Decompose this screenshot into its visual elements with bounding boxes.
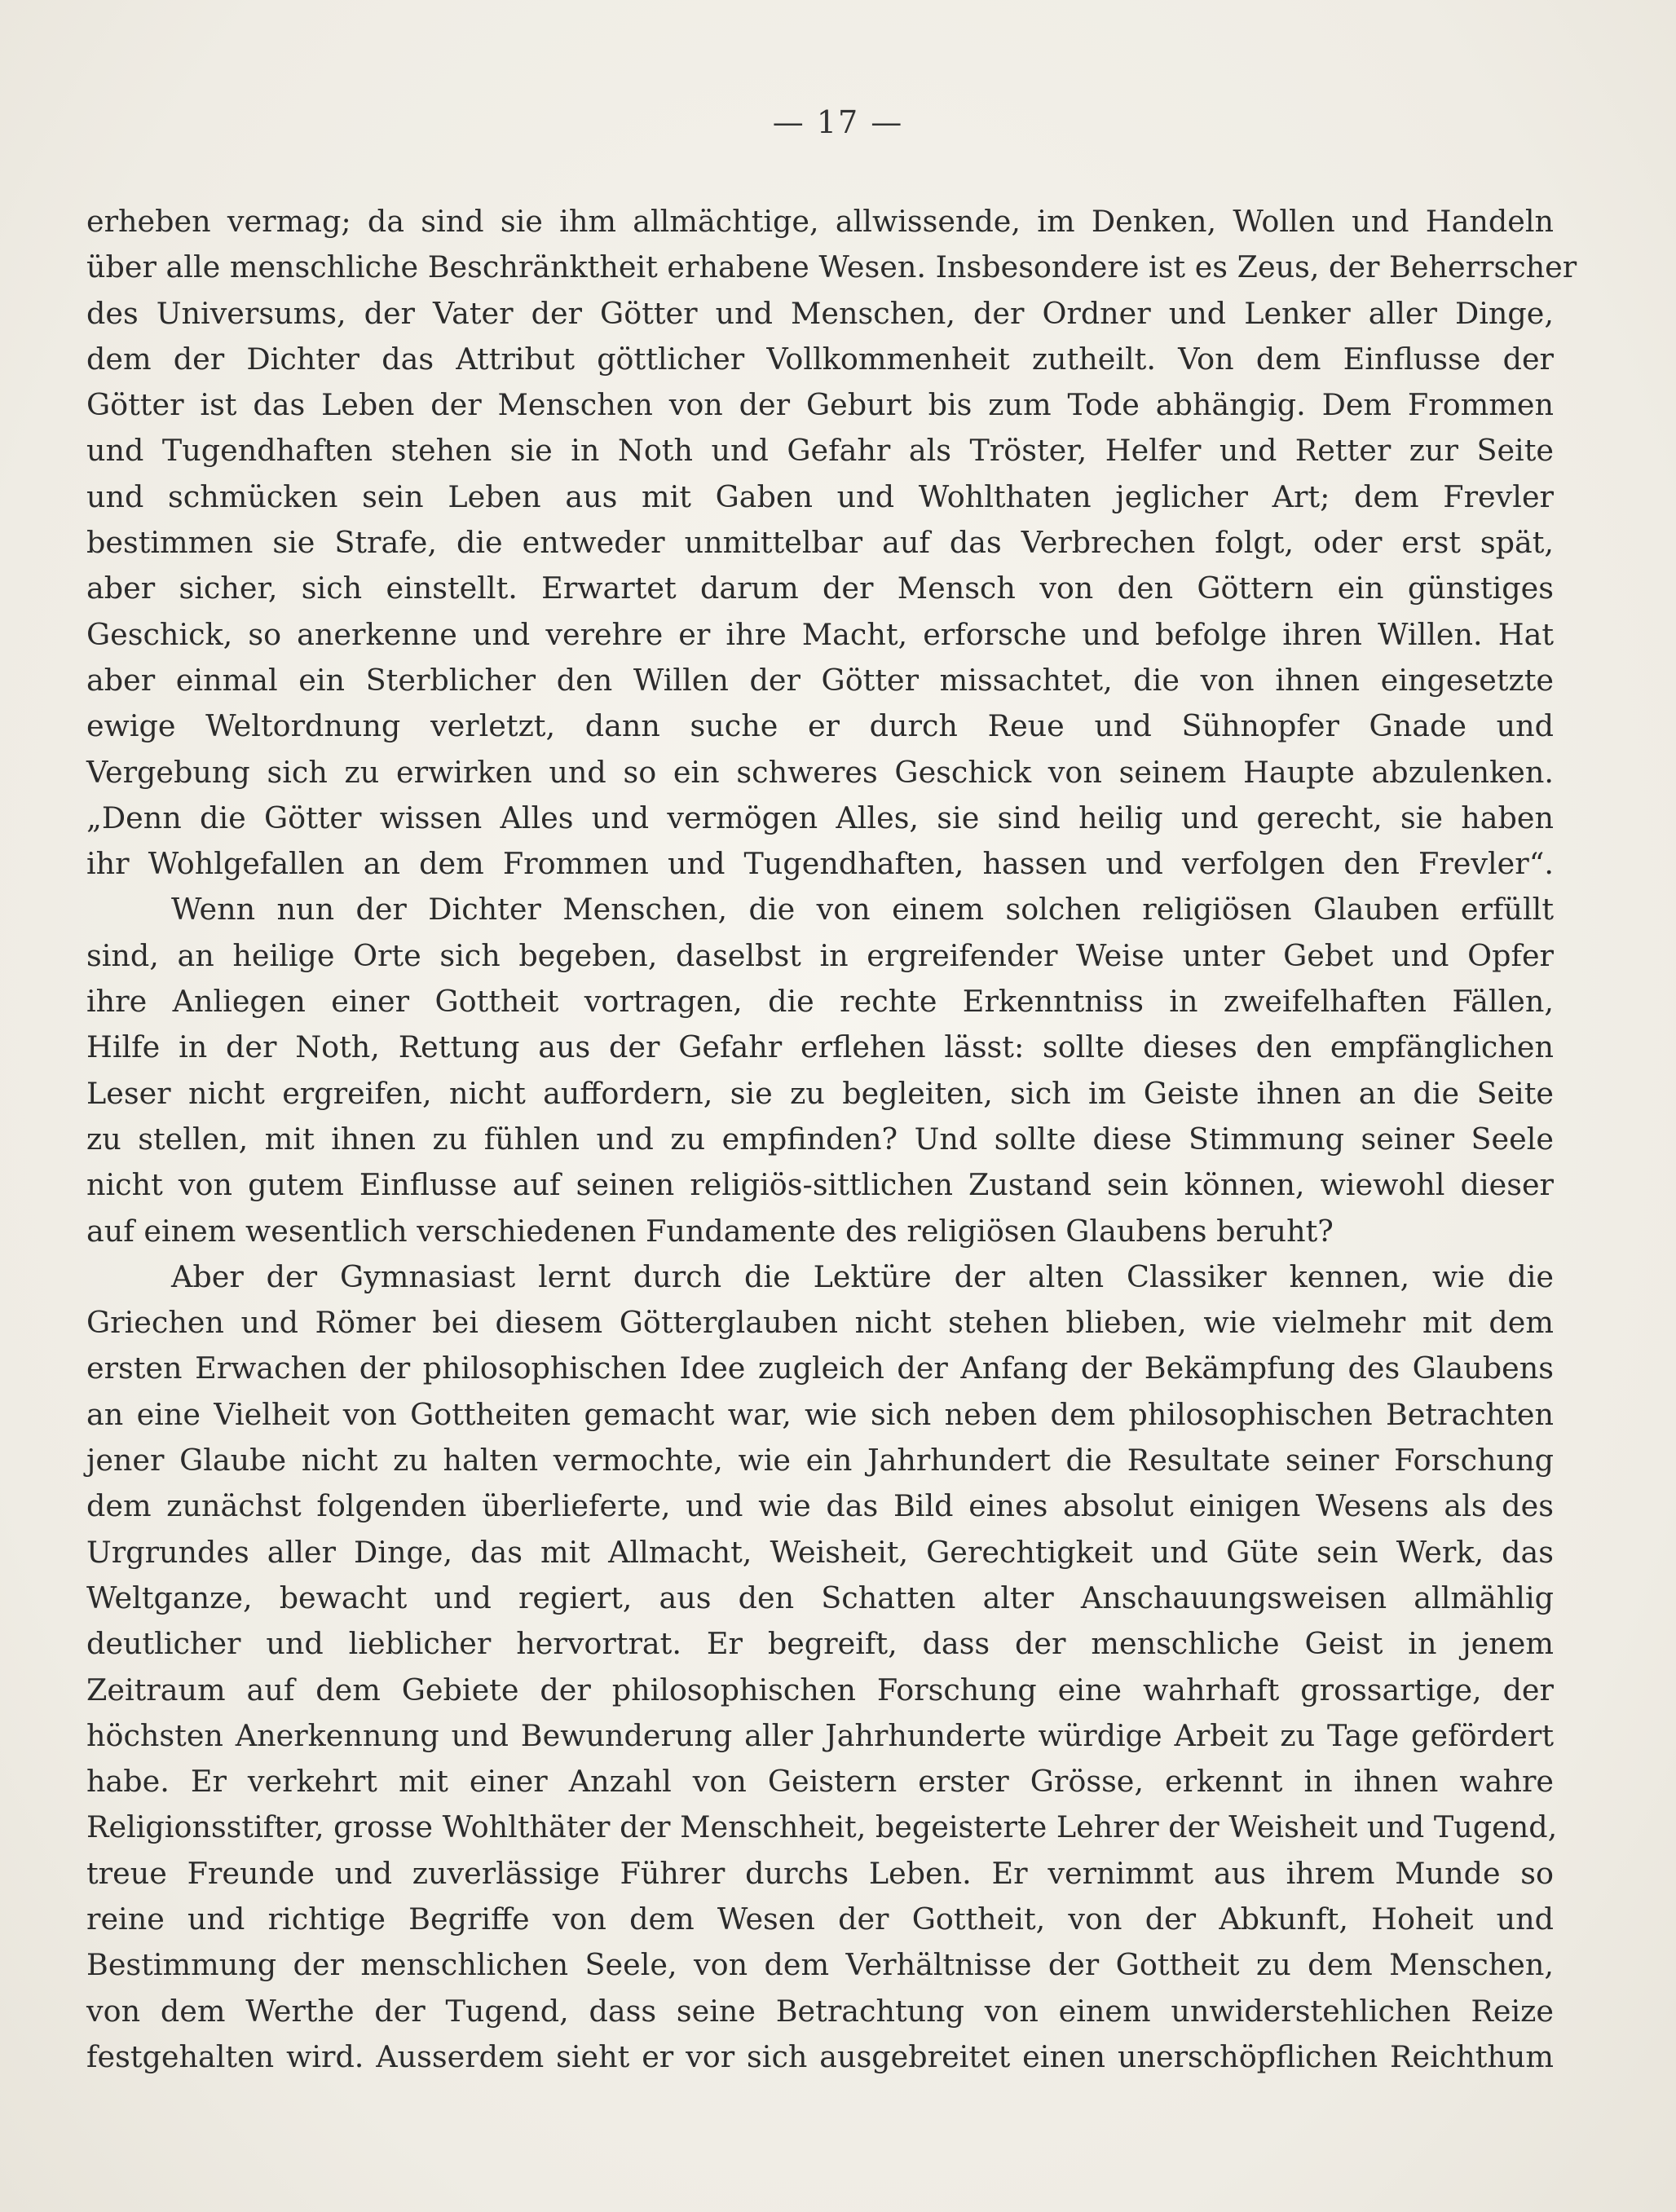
text-line: aber einmal ein Sterblicher den Willen der Götter missachtet, die von ihnen eingesetzte [86, 662, 1554, 698]
text-line: ewige Weltordnung verletzt, dann suche er durch Reue und Sühnopfer Gnade und [86, 708, 1554, 744]
text-line: reine und richtige Begriffe von dem Wesen der Gottheit, von der Abkunft, Hoheit und [86, 1901, 1554, 1937]
text-line: von dem Werthe der Tugend, dass seine Betrachtung von einem unwiderstehlichen Reize [86, 1993, 1554, 2029]
text-line: dem der Dichter das Attribut göttlicher Vollkommenheit zutheilt. Von dem Einflusse der [86, 341, 1554, 377]
text-line: Hilfe in der Noth, Rettung aus der Gefahr erflehen lässt: sollte dieses den empfänglichen [86, 1029, 1554, 1065]
text-line: Götter ist das Leben der Menschen von der Geburt bis zum Tode abhängig. Dem Frommen [86, 387, 1554, 423]
text-line: dem zunächst folgenden überlieferte, und wie das Bild eines absolut einigen Wesens als des [86, 1488, 1554, 1524]
text-line: über alle menschliche Beschränktheit erhabene Wesen. Insbesondere ist es Zeus, der Beherrscher [86, 249, 1577, 285]
text-line: habe. Er verkehrt mit einer Anzahl von Geistern erster Grösse, erkennt in ihnen wahre [86, 1764, 1554, 1800]
text-line: Griechen und Römer bei diesem Götterglauben nicht stehen blieben, wie vielmehr mit dem [86, 1305, 1554, 1341]
body-text [86, 199, 1577, 2080]
text-line: Zeitraum auf dem Gebiete der philosophischen Forschung eine wahrhaft grossartige, der [86, 1672, 1554, 1707]
text-line: aber sicher, sich einstellt. Erwartet darum der Mensch von den Göttern ein günstiges [86, 571, 1554, 606]
text-line: Urgrundes aller Dinge, das mit Allmacht, Weisheit, Gerechtigkeit und Güte sein Werk, das [86, 1534, 1554, 1570]
text-line: treue Freunde und zuverlässige Führer durchs Leben. Er vernimmt aus ihrem Munde so [86, 1855, 1554, 1891]
text-line: jener Glaube nicht zu halten vermochte, wie ein Jahrhundert die Resultate seiner Forschung [86, 1443, 1554, 1478]
text-line: zu stellen, mit ihnen zu fühlen und zu empfinden? Und sollte diese Stimmung seiner Seele [86, 1121, 1554, 1157]
text-line: Bestimmung der menschlichen Seele, von dem Verhältnisse der Gottheit zu dem Menschen, [86, 1947, 1554, 1983]
text-line: festgehalten wird. Ausserdem sieht er vor sich ausgebreitet einen unerschöpflichen Reichthum [86, 2038, 1554, 2074]
text-line: bestimmen sie Strafe, die entweder unmittelbar auf das Verbrechen folgt, oder erst spät, [86, 525, 1554, 561]
text-line: an eine Vielheit von Gottheiten gemacht war, wie sich neben dem philosophischen Betrachten [86, 1396, 1554, 1432]
text-line: „Denn die Götter wissen Alles und vermögen Alles, sie sind heilig und gerecht, sie haben [86, 800, 1554, 835]
text-line: Wenn nun der Dichter Menschen, die von einem solchen religiösen Glauben erfüllt [171, 892, 1554, 928]
text-line: und Tugendhaften stehen sie in Noth und Gefahr als Tröster, Helfer und Retter zur Seite [86, 433, 1554, 469]
text-line: nicht von gutem Einflusse auf seinen religiös-sittlichen Zustand sein können, wiewohl dieser [86, 1167, 1554, 1203]
text-line: Vergebung sich zu erwirken und so ein schweres Geschick von seinem Haupte abzulenken. [86, 754, 1554, 790]
text-line: auf einem wesentlich verschiedenen Fundamente des religiösen Glaubens beruht? [86, 1213, 1334, 1249]
text-line: Aber der Gymnasiast lernt durch die Lektüre der alten Classiker kennen, wie die [171, 1258, 1554, 1294]
text-line: Geschick, so anerkenne und verehre er ihre Macht, erforsche und befolge ihren Willen. Hat [86, 616, 1554, 652]
text-line: erheben vermag; da sind sie ihm allmächtige, allwissende, im Denken, Wollen und Handeln [86, 204, 1554, 239]
text-line: höchsten Anerkennung und Bewunderung aller Jahrhunderte würdige Arbeit zu Tage gefördert [86, 1717, 1554, 1753]
text-line: ersten Erwachen der philosophischen Idee zugleich der Anfang der Bekämpfung des Glaubens [86, 1351, 1554, 1386]
text-line: Religionsstifter, grosse Wohlthäter der Menschheit, begeisterte Lehrer der Weisheit und Tugend, [86, 1809, 1558, 1845]
text-line: ihre Anliegen einer Gottheit vortragen, die rechte Erkenntniss in zweifelhaften Fällen, [86, 984, 1554, 1020]
page-number: — 17 — [772, 104, 904, 140]
text-line: des Universums, der Vater der Götter und Menschen, der Ordner und Lenker aller Dinge, [86, 295, 1554, 331]
text-line: ihr Wohlgefallen an dem Frommen und Tugendhaften, hassen und verfolgen den Frevler“. [86, 846, 1554, 882]
text-line: deutlicher und lieblicher hervortrat. Er begreift, dass der menschliche Geist in jenem [86, 1626, 1554, 1662]
text-line: sind, an heilige Orte sich begeben, daselbst in ergreifender Weise unter Gebet und Opfer [86, 937, 1554, 973]
text-line: Weltganze, bewacht und regiert, aus den Schatten alter Anschauungsweisen allmählig [86, 1580, 1554, 1615]
text-line: und schmücken sein Leben aus mit Gaben und Wohlthaten jeglicher Art; dem Frevler [86, 478, 1554, 514]
text-line: Leser nicht ergreifen, nicht auffordern, sie zu begleiten, sich im Geiste ihnen an die Seite [86, 1075, 1554, 1111]
